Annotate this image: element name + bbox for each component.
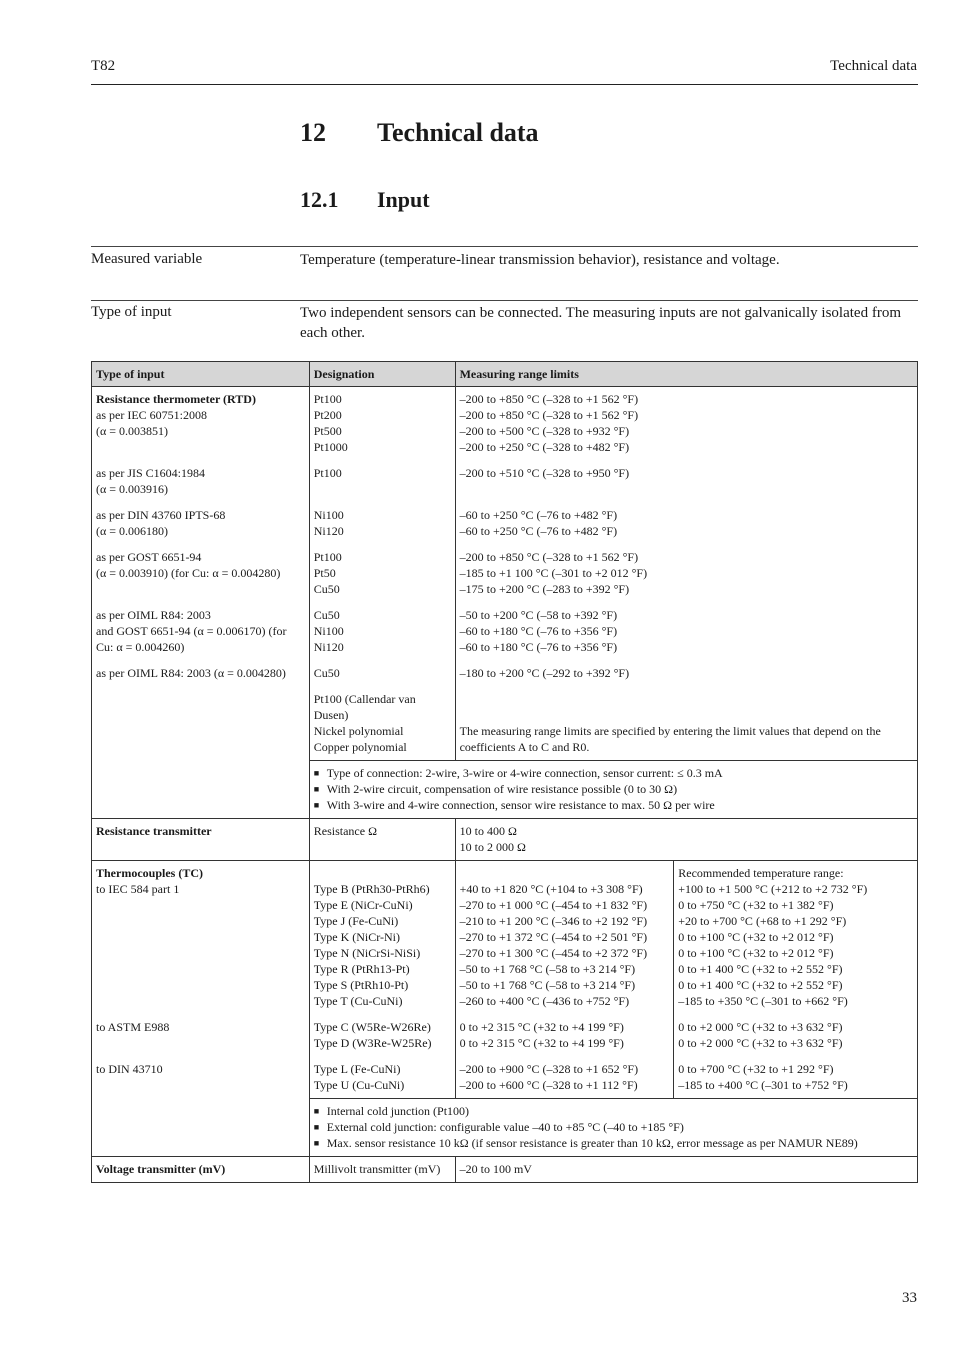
cell-line: –50 to +1 768 °C (–58 to +3 214 °F)	[459, 978, 636, 992]
cell-line: 0 to +2 000 °C (+32 to +3 632 °F)	[678, 1036, 843, 1050]
cell-line: 10 to 2 000 Ω	[459, 840, 526, 854]
cell-line: –200 to +850 °C (–328 to +1 562 °F)	[459, 550, 639, 564]
list-item: ■ Internal cold junction (Pt100)	[314, 1103, 913, 1119]
cell-line: Pt100	[313, 466, 342, 480]
cell-line: Cu: α = 0.004260)	[96, 640, 185, 654]
rt-designation: Resistance Ω	[309, 819, 455, 861]
cell-line: 0 to +100 °C (+32 to +2 012 °F)	[678, 946, 834, 960]
tc-range-cell	[455, 861, 674, 1099]
cell-line: Type D (W3Re-W25Re)	[313, 1036, 432, 1050]
cell-line: Ni100	[313, 624, 344, 638]
cell-line: 0 to +100 °C (+32 to +2 012 °F)	[678, 930, 834, 944]
cell-line: Pt100	[313, 392, 342, 406]
cell-line: –50 to +200 °C (–58 to +392 °F)	[459, 608, 618, 622]
cell-line: –200 to +850 °C (–328 to +1 562 °F)	[459, 392, 639, 406]
rtd-title: Resistance thermometer (RTD)	[96, 392, 256, 406]
rtd-designation-cell	[309, 387, 455, 761]
cell-line: Type S (PtRh10-Pt)	[313, 978, 409, 992]
cell-line: 10 to 400 Ω	[459, 824, 517, 838]
cell-line: –200 to +510 °C (–328 to +950 °F)	[459, 466, 630, 480]
mv-range: –20 to 100 mV	[455, 1157, 917, 1183]
cell-line: Cu50	[313, 608, 340, 622]
divider	[91, 246, 918, 247]
cell-line: –60 to +250 °C (–76 to +482 °F)	[459, 508, 618, 522]
cell-line: (α = 0.006180)	[96, 524, 169, 538]
cell-line: –200 to +250 °C (–328 to +482 °F)	[459, 440, 630, 454]
header-rule	[91, 84, 918, 85]
custom-range-note: The measuring range limits are specified by entering the limit values that depend on the coefficients A to C and R0.	[459, 724, 881, 754]
cell-line: –200 to +850 °C (–328 to +1 562 °F)	[459, 408, 639, 422]
cell-line: 0 to +750 °C (+32 to +1 382 °F)	[678, 898, 834, 912]
chapter-title: Technical data	[377, 118, 539, 147]
cell-line: –270 to +1 300 °C (–454 to +2 372 °F)	[459, 946, 648, 960]
cell-line: –60 to +180 °C (–76 to +356 °F)	[459, 624, 618, 638]
list-item: ■ With 2-wire circuit, compensation of wire resistance possible (0 to 30 Ω)	[314, 781, 913, 797]
cell-line: Cu50	[313, 582, 340, 596]
cell-line: to ASTM E988	[96, 1020, 170, 1034]
tc-notes-list	[314, 1103, 913, 1151]
cell-line: as per GOST 6651-94	[96, 550, 202, 564]
cell-line: 0 to +2 000 °C (+32 to +3 632 °F)	[678, 1020, 843, 1034]
rtd-range-cell	[455, 387, 917, 761]
cell-line: Type N (NiCrSi-NiSi)	[313, 946, 421, 960]
cell-line: Ni100	[313, 508, 344, 522]
cell-line: to DIN 43710	[96, 1062, 163, 1076]
divider	[91, 300, 918, 301]
recommended-range-header: Recommended temperature range:	[678, 866, 844, 880]
cell-line: 0 to +2 315 °C (+32 to +4 199 °F)	[459, 1020, 624, 1034]
cell-line: –210 to +1 200 °C (–346 to +2 192 °F)	[459, 914, 648, 928]
cell-line: Type R (PtRh13-Pt)	[313, 962, 410, 976]
list-item: ■ Type of connection: 2-wire, 3-wire or 4-wire connection, sensor current: ≤ 0.3 mA	[314, 765, 913, 781]
cell-line: –50 to +1 768 °C (–58 to +3 214 °F)	[459, 962, 636, 976]
cell-line: Type L (Fe-CuNi)	[313, 1062, 401, 1076]
cell-line: –175 to +200 °C (–283 to +392 °F)	[459, 582, 630, 596]
type-of-input-label: Type of input	[91, 304, 172, 320]
list-item: ■ External cold junction: configurable value –40 to +85 °C (–40 to +185 °F)	[314, 1119, 913, 1135]
cell-line: to IEC 584 part 1	[96, 882, 180, 896]
cell-line: (α = 0.003851)	[96, 424, 169, 438]
rt-range-cell	[455, 819, 917, 861]
cell-line: as per OIML R84: 2003 (α = 0.004280)	[96, 666, 286, 680]
header-range: Measuring range limits	[455, 362, 917, 387]
tc-title: Thermocouples (TC)	[96, 866, 203, 880]
cell-line: –200 to +600 °C (–328 to +1 112 °F)	[459, 1078, 638, 1092]
cell-line: Ni120	[313, 640, 344, 654]
chapter-heading	[300, 118, 539, 148]
rtd-type-cell	[92, 387, 310, 819]
header-designation: Designation	[309, 362, 455, 387]
cell-line: Dusen)	[313, 708, 349, 722]
cell-line: –260 to +400 °C (–436 to +752 °F)	[459, 994, 630, 1008]
cell-line: –60 to +250 °C (–76 to +482 °F)	[459, 524, 618, 538]
type-of-input-text: Two independent sensors can be connected. The measuring inputs are not galvanically isolated from each other.	[300, 305, 901, 341]
cell-line: Pt50	[313, 566, 336, 580]
section-number: 12.1	[300, 187, 339, 212]
cell-line: –185 to +400 °C (–301 to +752 °F)	[678, 1078, 848, 1092]
header-doc-id: T82	[91, 58, 116, 74]
cell-line: Pt1000	[313, 440, 348, 454]
voltage-transmitter-row	[92, 1157, 918, 1183]
header-section-title: Technical data	[830, 58, 917, 74]
cell-line: Type T (Cu-CuNi)	[313, 994, 403, 1008]
tc-recommended-cell	[674, 861, 918, 1099]
cell-line: Type K (NiCr-Ni)	[313, 930, 400, 944]
cell-line: as per DIN 43760 IPTS-68	[96, 508, 226, 522]
cell-line: –180 to +200 °C (–292 to +392 °F)	[459, 666, 630, 680]
cell-line: Pt100 (Callendar van	[313, 692, 416, 706]
rt-title: Resistance transmitter	[92, 819, 310, 861]
cell-line: and GOST 6651-94 (α = 0.006170) (for	[96, 624, 287, 638]
list-item: ■ With 3-wire and 4-wire connection, sensor wire resistance to max. 50 Ω per wire	[314, 797, 913, 813]
cell-line: Pt500	[313, 424, 342, 438]
header-type: Type of input	[92, 362, 310, 387]
cell-line: 0 to +2 315 °C (+32 to +4 199 °F)	[459, 1036, 624, 1050]
mv-designation: Millivolt transmitter (mV)	[309, 1157, 455, 1183]
rtd-notes-list	[314, 765, 913, 813]
rtd-notes-cell	[309, 761, 917, 819]
cell-line: as per IEC 60751:2008	[96, 408, 207, 422]
cell-line: Nickel polynomial	[313, 724, 404, 738]
cell-line: 0 to +700 °C (+32 to +1 292 °F)	[678, 1062, 834, 1076]
mv-title: Voltage transmitter (mV)	[92, 1157, 310, 1183]
cell-line: +40 to +1 820 °C (+104 to +3 308 °F)	[459, 882, 643, 896]
rtd-row	[92, 387, 918, 761]
cell-line: –200 to +500 °C (–328 to +932 °F)	[459, 424, 630, 438]
cell-line: +100 to +1 500 °C (+212 to +2 732 °F)	[678, 882, 868, 896]
cell-line: –270 to +1 000 °C (–454 to +1 832 °F)	[459, 898, 648, 912]
cell-line: Pt200	[313, 408, 342, 422]
cell-line: Type B (PtRh30-PtRh6)	[313, 882, 430, 896]
tc-type-cell	[92, 861, 310, 1157]
tc-notes-cell	[309, 1099, 917, 1157]
thermocouple-row	[92, 861, 918, 1099]
measured-variable-text: Temperature (temperature-linear transmission behavior), resistance and voltage.	[300, 252, 780, 268]
cell-line: Type U (Cu-CuNi)	[313, 1078, 405, 1092]
tc-designation-cell	[309, 861, 455, 1099]
section-title: Input	[377, 187, 430, 212]
chapter-number: 12	[300, 118, 326, 147]
cell-line: 0 to +1 400 °C (+32 to +2 552 °F)	[678, 978, 843, 992]
page-number: 33	[902, 1290, 917, 1306]
cell-line: Type E (NiCr-CuNi)	[313, 898, 413, 912]
cell-line: Pt100	[313, 550, 342, 564]
cell-line: (α = 0.003910) (for Cu: α = 0.004280)	[96, 566, 281, 580]
cell-line: –200 to +900 °C (–328 to +1 652 °F)	[459, 1062, 639, 1076]
cell-line: Cu50	[313, 666, 340, 680]
cell-line: –185 to +1 100 °C (–301 to +2 012 °F)	[459, 566, 648, 580]
cell-line: 0 to +1 400 °C (+32 to +2 552 °F)	[678, 962, 843, 976]
cell-line: as per JIS C1604:1984	[96, 466, 205, 480]
cell-line: –185 to +350 °C (–301 to +662 °F)	[678, 994, 848, 1008]
cell-line: –60 to +180 °C (–76 to +356 °F)	[459, 640, 618, 654]
table-header-row	[92, 362, 918, 387]
cell-line: as per OIML R84: 2003	[96, 608, 211, 622]
cell-line: Type C (W5Re-W26Re)	[313, 1020, 431, 1034]
section-heading	[300, 187, 430, 213]
list-item: ■ Max. sensor resistance 10 kΩ (if sensor resistance is greater than 10 kΩ, error message as per NAMUR NE89)	[314, 1135, 913, 1151]
measured-variable-label: Measured variable	[91, 251, 203, 267]
cell-line: +20 to +700 °C (+68 to +1 292 °F)	[678, 914, 847, 928]
resistance-transmitter-row	[92, 819, 918, 861]
cell-line: –270 to +1 372 °C (–454 to +2 501 °F)	[459, 930, 648, 944]
cell-line: Ni120	[313, 524, 344, 538]
cell-line: Copper polynomial	[313, 740, 407, 754]
cell-line: (α = 0.003916)	[96, 482, 169, 496]
cell-line: Type J (Fe-CuNi)	[313, 914, 399, 928]
input-spec-table	[91, 361, 918, 1183]
